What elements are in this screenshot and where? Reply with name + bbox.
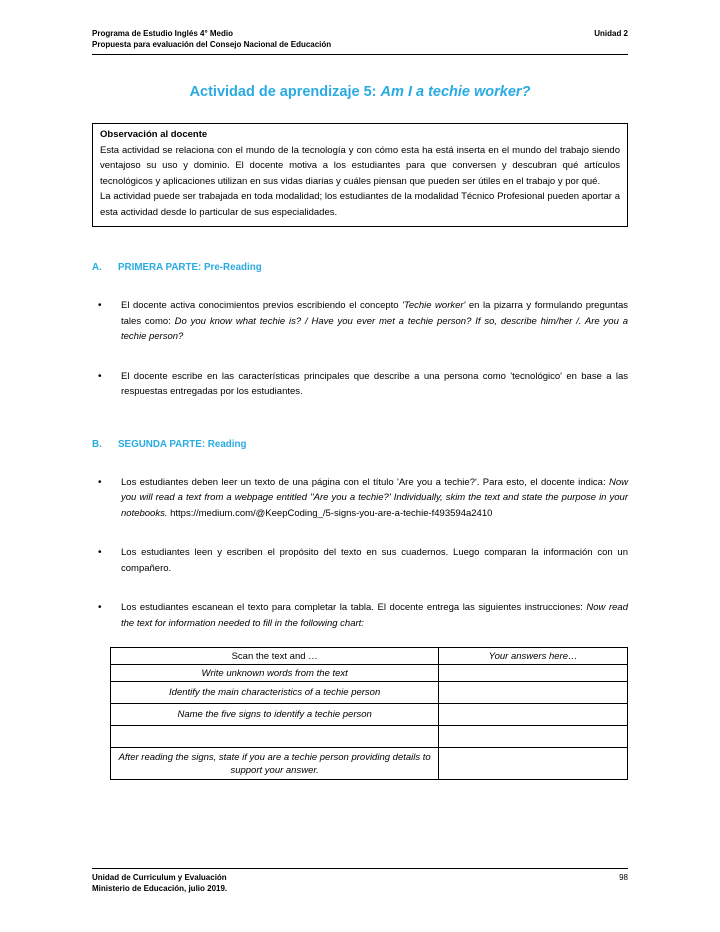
teacher-note-paragraph-2: La actividad puede ser trabajada en toda modalidad; los estudiantes de la modalidad Técnico Profesional pueden aportar a esta actividad desde lo particular de sus especialidades. xyxy=(100,191,620,218)
bullet-text: El docente escribe en las características principales que describe a una persona como 'tecnológico' en base a las respuestas entregadas por los estudiantes. xyxy=(121,370,628,397)
section-b-heading xyxy=(92,438,628,451)
section-b-bullets xyxy=(92,475,628,632)
table-header-row xyxy=(111,648,628,665)
task-cell: Name the five signs to identify a techie person xyxy=(111,704,439,726)
teacher-note-heading: Observación al docente xyxy=(100,129,208,140)
bullet-item xyxy=(92,369,628,400)
footer-page-number: 98 xyxy=(619,873,628,882)
task-cell: Identify the main characteristics of a techie person xyxy=(111,682,439,704)
task-cell: Write unknown words from the text xyxy=(111,665,439,682)
bullet-text: Los estudiantes escanean el texto para completar la tabla. El docente entrega las siguientes instrucciones: Now read the text for information needed to fill in the following chart: xyxy=(121,602,628,629)
bullet-item xyxy=(92,600,628,631)
answer-cell xyxy=(439,704,628,726)
answer-cell xyxy=(439,682,628,704)
header-program-line: Programa de Estudio Inglés 4° Medio xyxy=(92,29,234,38)
activity-title xyxy=(92,83,628,101)
activity-title-italic: Am I a techie worker? xyxy=(380,84,531,100)
bullet-item xyxy=(92,475,628,522)
section-a-label: A. xyxy=(92,262,102,273)
table-header-answers: Your answers here… xyxy=(439,648,628,665)
answer-cell xyxy=(439,726,628,748)
bullet-text: El docente activa conocimientos previos escribiendo el concepto 'Techie worker' en la pizarra y formulando preguntas tales como: Do you know what techie is? / Have you ever met a techie person? If so, describe him/her /. Are you a techie person? xyxy=(121,300,629,342)
section-b-label: B. xyxy=(92,438,102,450)
bullet-item xyxy=(92,545,628,576)
table-row xyxy=(111,682,628,704)
table-row xyxy=(111,748,628,780)
teacher-note-box xyxy=(92,123,628,227)
footer-left-block xyxy=(92,872,227,894)
header-left-block xyxy=(92,28,331,50)
header-unit-label: Unidad 2 xyxy=(594,29,628,38)
section-b-heading-text: SEGUNDA PARTE: Reading xyxy=(118,438,247,450)
page-header xyxy=(92,28,628,55)
table-row xyxy=(111,726,628,748)
footer-ministry-line: Ministerio de Educación, julio 2019. xyxy=(92,884,228,893)
table-row xyxy=(111,704,628,726)
page-footer xyxy=(92,868,628,894)
answer-cell xyxy=(439,748,628,780)
section-a-heading-text: PRIMERA PARTE: Pre-Reading xyxy=(118,262,262,273)
header-proposal-line: Propuesta para evaluación del Consejo Nacional de Educación xyxy=(92,40,332,49)
answer-cell xyxy=(439,665,628,682)
table-row xyxy=(111,665,628,682)
footer-unit-line: Unidad de Curriculum y Evaluación xyxy=(92,873,227,882)
task-cell: After reading the signs, state if you are a techie person providing details to support your answer. xyxy=(111,748,439,780)
section-a-heading xyxy=(92,261,628,274)
scan-chart-table xyxy=(110,647,628,780)
teacher-note-paragraph-1: Esta actividad se relaciona con el mundo de la tecnología y con cómo esta ha está inserta en el mundo del trabajo siendo ventajoso su uso y dominio. El docente motiva a los estudiantes para que conversen y descubran qué artículos tecnológicos y aplicaciones utilizan en sus vidas diarias y cuáles piensan que pueden ser útiles en el trabajo y por qué. xyxy=(100,144,620,187)
activity-title-text: Actividad de aprendizaje 5: xyxy=(189,84,381,100)
section-a-bullets xyxy=(92,298,628,400)
task-cell xyxy=(111,726,439,748)
bullet-item xyxy=(92,298,628,345)
bullet-text: Los estudiantes leen y escriben el propósito del texto en sus cuadernos. Luego comparan la información con un compañero. xyxy=(121,547,628,574)
table-header-task: Scan the text and … xyxy=(111,648,439,665)
bullet-text: Los estudiantes deben leer un texto de una página con el título 'Are you a techie?'. Para esto, el docente indica: Now you will read a text from a webpage entitled ''Are you a techie?' Individually, skim the text and state the purpose in your notebooks. https://medium.com/@KeepCoding_/5-signs-you-are-a-techie-f493594a2410 xyxy=(121,476,628,519)
